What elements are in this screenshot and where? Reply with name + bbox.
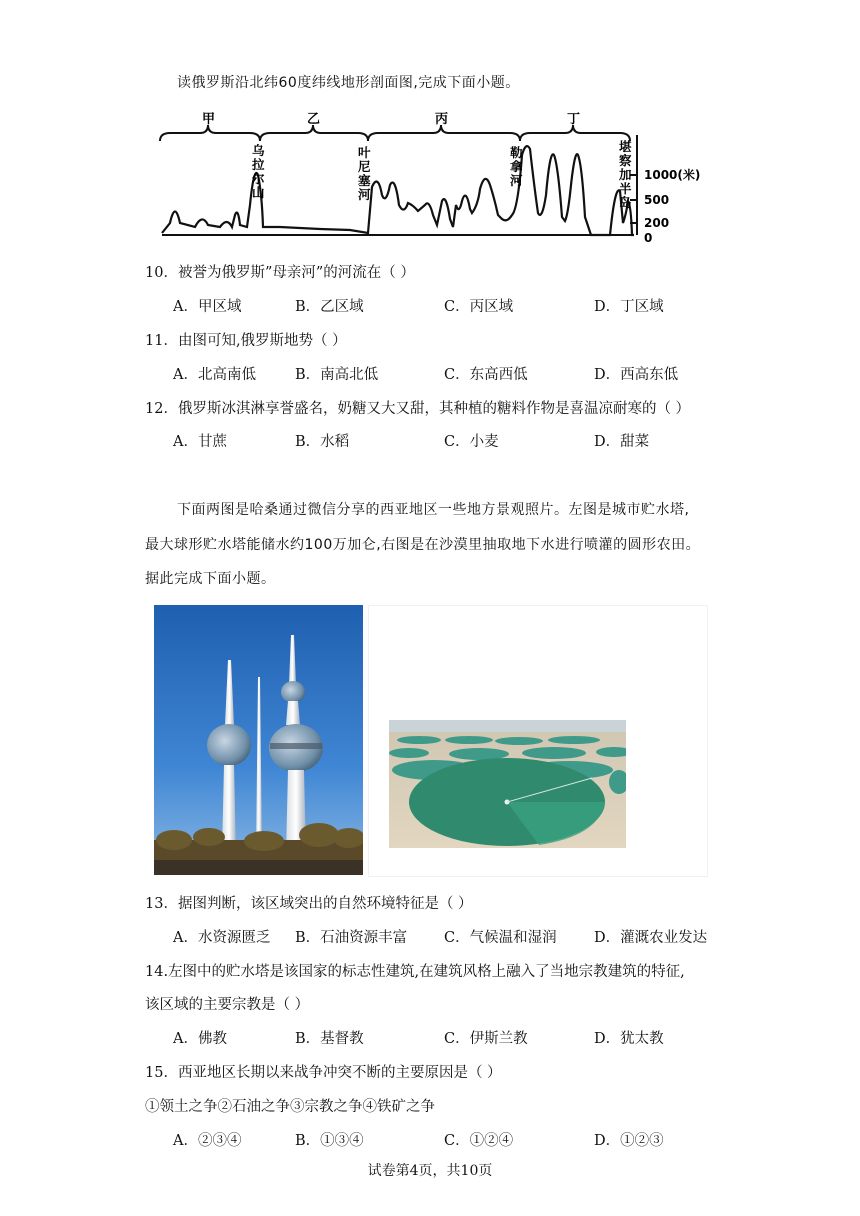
q11-option-b[interactable]: B．南高北低 xyxy=(295,367,379,383)
q14-stem-line-1: 14.左图中的贮水塔是该国家的标志性建筑,在建筑风格上融入了当地宗教建筑的特征, xyxy=(145,964,685,980)
q15-option-c[interactable]: C．①②④ xyxy=(444,1133,514,1149)
q10-option-d[interactable]: D．丁区域 xyxy=(594,299,664,315)
q13-option-d[interactable]: D．灌溉农业发达 xyxy=(594,930,708,946)
q14-option-a[interactable]: A．佛教 xyxy=(173,1031,227,1047)
q15-sub-items: ①领土之争②石油之争③宗教之争④铁矿之争 xyxy=(145,1099,435,1115)
q15-stem: 15．西亚地区长期以来战争冲突不断的主要原因是（ ） xyxy=(145,1065,502,1081)
q11-stem: 11．由图可知,俄罗斯地势（ ） xyxy=(145,333,347,349)
water-towers-photo xyxy=(154,605,363,875)
q13-option-c[interactable]: C．气候温和湿润 xyxy=(444,930,557,946)
section1-intro: 读俄罗斯沿北纬60度纬线地形剖面图,完成下面小题。 xyxy=(177,75,520,91)
q10-option-c[interactable]: C．丙区域 xyxy=(444,299,514,315)
q15-option-b[interactable]: B．①③④ xyxy=(295,1133,364,1149)
q14-option-b[interactable]: B．基督教 xyxy=(295,1031,364,1047)
feature-label-yenisei: 叶尼塞河 xyxy=(358,145,371,202)
q12-option-d[interactable]: D．甜菜 xyxy=(594,434,650,450)
q13-stem: 13．据图判断，该区域突出的自然环境特征是（ ） xyxy=(145,896,473,912)
region-label-ding: 丁 xyxy=(567,112,581,127)
q11-option-d[interactable]: D．西高东低 xyxy=(594,367,679,383)
q15-option-a[interactable]: A．②③④ xyxy=(173,1133,242,1149)
q12-option-c[interactable]: C．小麦 xyxy=(444,434,499,450)
terrain-profile-figure xyxy=(150,105,710,250)
q14-option-d[interactable]: D．犹太教 xyxy=(594,1031,664,1047)
scale-label-500: 500 xyxy=(644,193,670,207)
section2-intro-line-3: 据此完成下面小题。 xyxy=(145,571,276,587)
circular-farmland-photo xyxy=(389,720,626,848)
page-footer: 试卷第4页，共10页 xyxy=(367,1163,493,1179)
q10-option-b[interactable]: B．乙区域 xyxy=(295,299,364,315)
q13-option-a[interactable]: A．水资源匮乏 xyxy=(173,930,271,946)
q12-stem: 12．俄罗斯冰淇淋享誉盛名，奶糖又大又甜，其种植的糖料作物是喜温凉耐寒的（ ） xyxy=(145,401,691,417)
scale-label-1000: 1000(米) xyxy=(644,168,701,182)
feature-label-lena: 勒拿河 xyxy=(510,145,523,188)
q13-option-b[interactable]: B．石油资源丰富 xyxy=(295,930,408,946)
feature-label-kamchatka: 堪察加半岛 xyxy=(619,139,632,210)
region-label-yi: 乙 xyxy=(307,112,321,127)
q10-stem: 10．被誉为俄罗斯”母亲河”的河流在（ ） xyxy=(145,265,415,281)
q11-option-a[interactable]: A．北高南低 xyxy=(173,367,256,383)
section2-intro-line-1: 下面两图是哈桑通过微信分享的西亚地区一些地方景观照片。左图是城市贮水塔, xyxy=(177,502,690,518)
region-label-bing: 丙 xyxy=(435,112,449,127)
region-braces xyxy=(160,125,630,141)
section2-intro-line-2: 最大球形贮水塔能储水约100万加仑,右图是在沙漠里抽取地下水进行喷灌的圆形农田。 xyxy=(145,537,701,553)
q12-option-a[interactable]: A．甘蔗 xyxy=(173,434,227,450)
terrain-profile-line xyxy=(162,146,634,235)
q11-option-c[interactable]: C．东高西低 xyxy=(444,367,528,383)
q12-option-b[interactable]: B．水稻 xyxy=(295,434,350,450)
q10-option-a[interactable]: A．甲区域 xyxy=(173,299,242,315)
q14-option-c[interactable]: C．伊斯兰教 xyxy=(444,1031,528,1047)
q14-stem-line-2: 该区域的主要宗教是（ ） xyxy=(145,997,310,1013)
q15-option-d[interactable]: D．①②③ xyxy=(594,1133,664,1149)
region-label-jia: 甲 xyxy=(202,112,216,127)
feature-label-ural: 乌拉尔山 xyxy=(252,143,265,200)
scale-label-0: 0 xyxy=(644,231,653,245)
scale-label-200: 200 xyxy=(644,216,670,230)
